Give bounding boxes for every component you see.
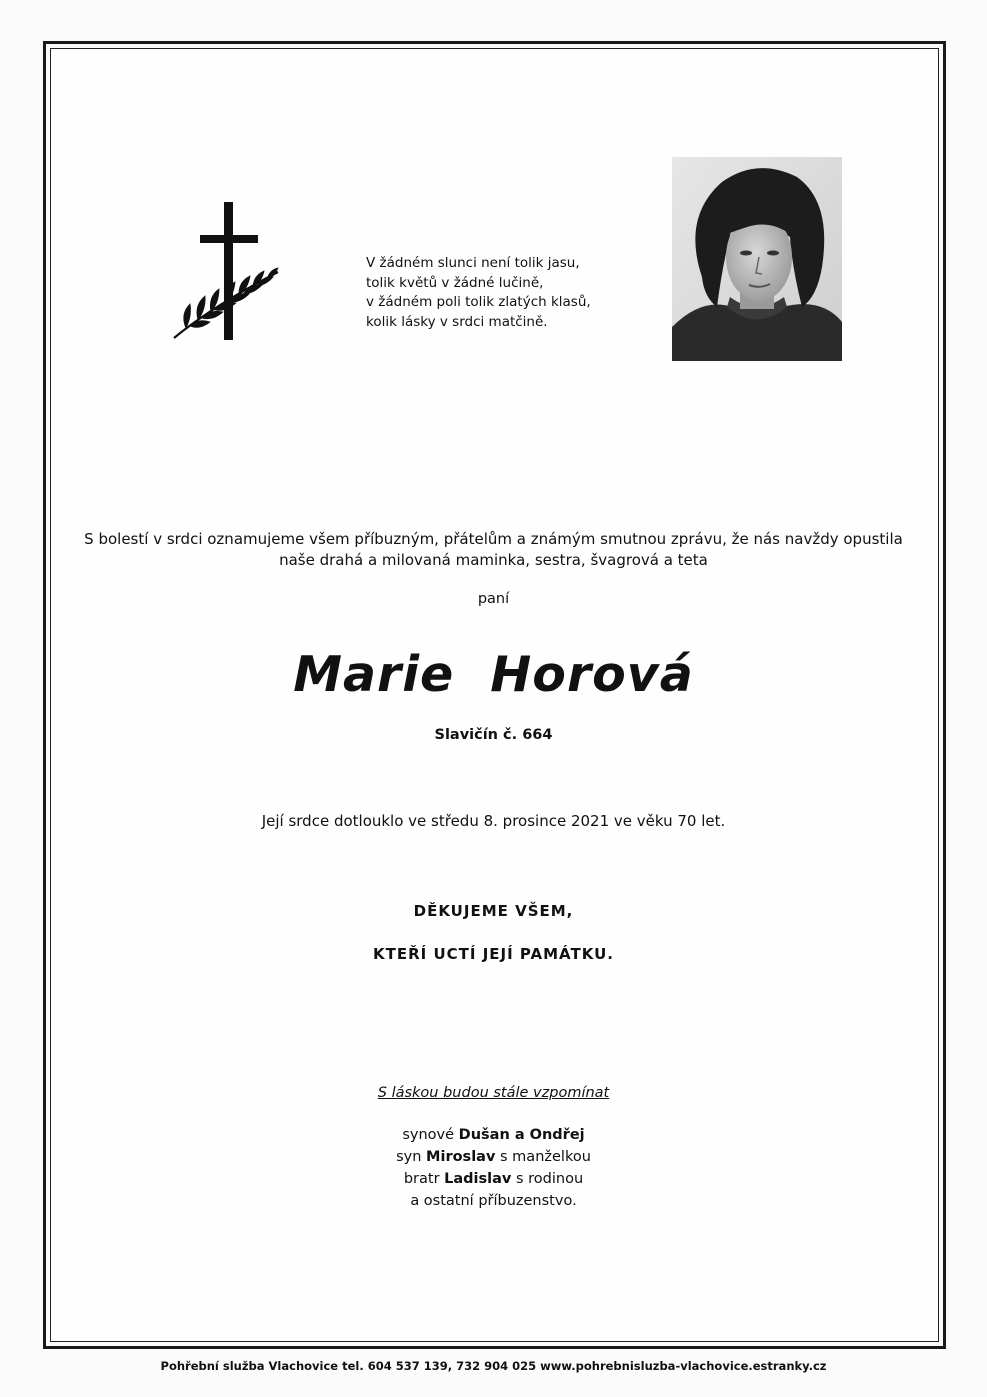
title-word: paní [477,591,510,607]
cross-with-palm-branch-icon [168,196,286,346]
announcement-line: S bolestí v srdci oznamujeme všem příbuzným, přátelům a známým smutnou zprávu, že nás navždy opustila [84,530,903,548]
poem-line: V žádném slunci není tolik jasu, [366,255,580,271]
announcement-line: naše drahá a milovaná maminka, sestra, švagrová a teta [279,551,708,569]
mourner-line: syn Miroslav s manželkou [396,1149,591,1165]
poem-line: v žádném poli tolik zlatých klasů, [366,294,591,310]
poem-line: kolik lásky v srdci matčině. [366,313,548,330]
thanks-line-2: KTEŘÍ UCTÍ JEJÍ PAMÁTKU. [373,945,614,963]
portrait-photo [672,157,842,361]
mourner-line: a ostatní příbuzenstvo. [410,1193,577,1209]
poem [366,254,591,332]
thanks-line-1: DĚKUJEME VŠEM, [413,902,574,920]
death-notice: Její srdce dotlouklo ve středu 8. prosince 2021 ve věku 70 let. [261,812,726,830]
mourner-line: bratr Ladislav s rodinou [403,1171,584,1187]
address: Slavičín č. 664 [434,727,553,743]
poem-line: tolik květů v žádné lučině, [366,274,544,291]
funeral-service-footer: Pohřební služba Vlachovice tel. 604 537 139, 732 904 025 www.pohrebnisluzba-vlachovice.estranky.cz [160,1359,827,1373]
mourners-list [80,1124,907,1212]
deceased-name: Marie Horová [293,646,694,703]
remember-heading: S láskou budou stále vzpomínat [377,1085,610,1101]
mourner-line: synové Dušan a Ondřej [402,1127,585,1143]
announcement-text [80,529,907,571]
